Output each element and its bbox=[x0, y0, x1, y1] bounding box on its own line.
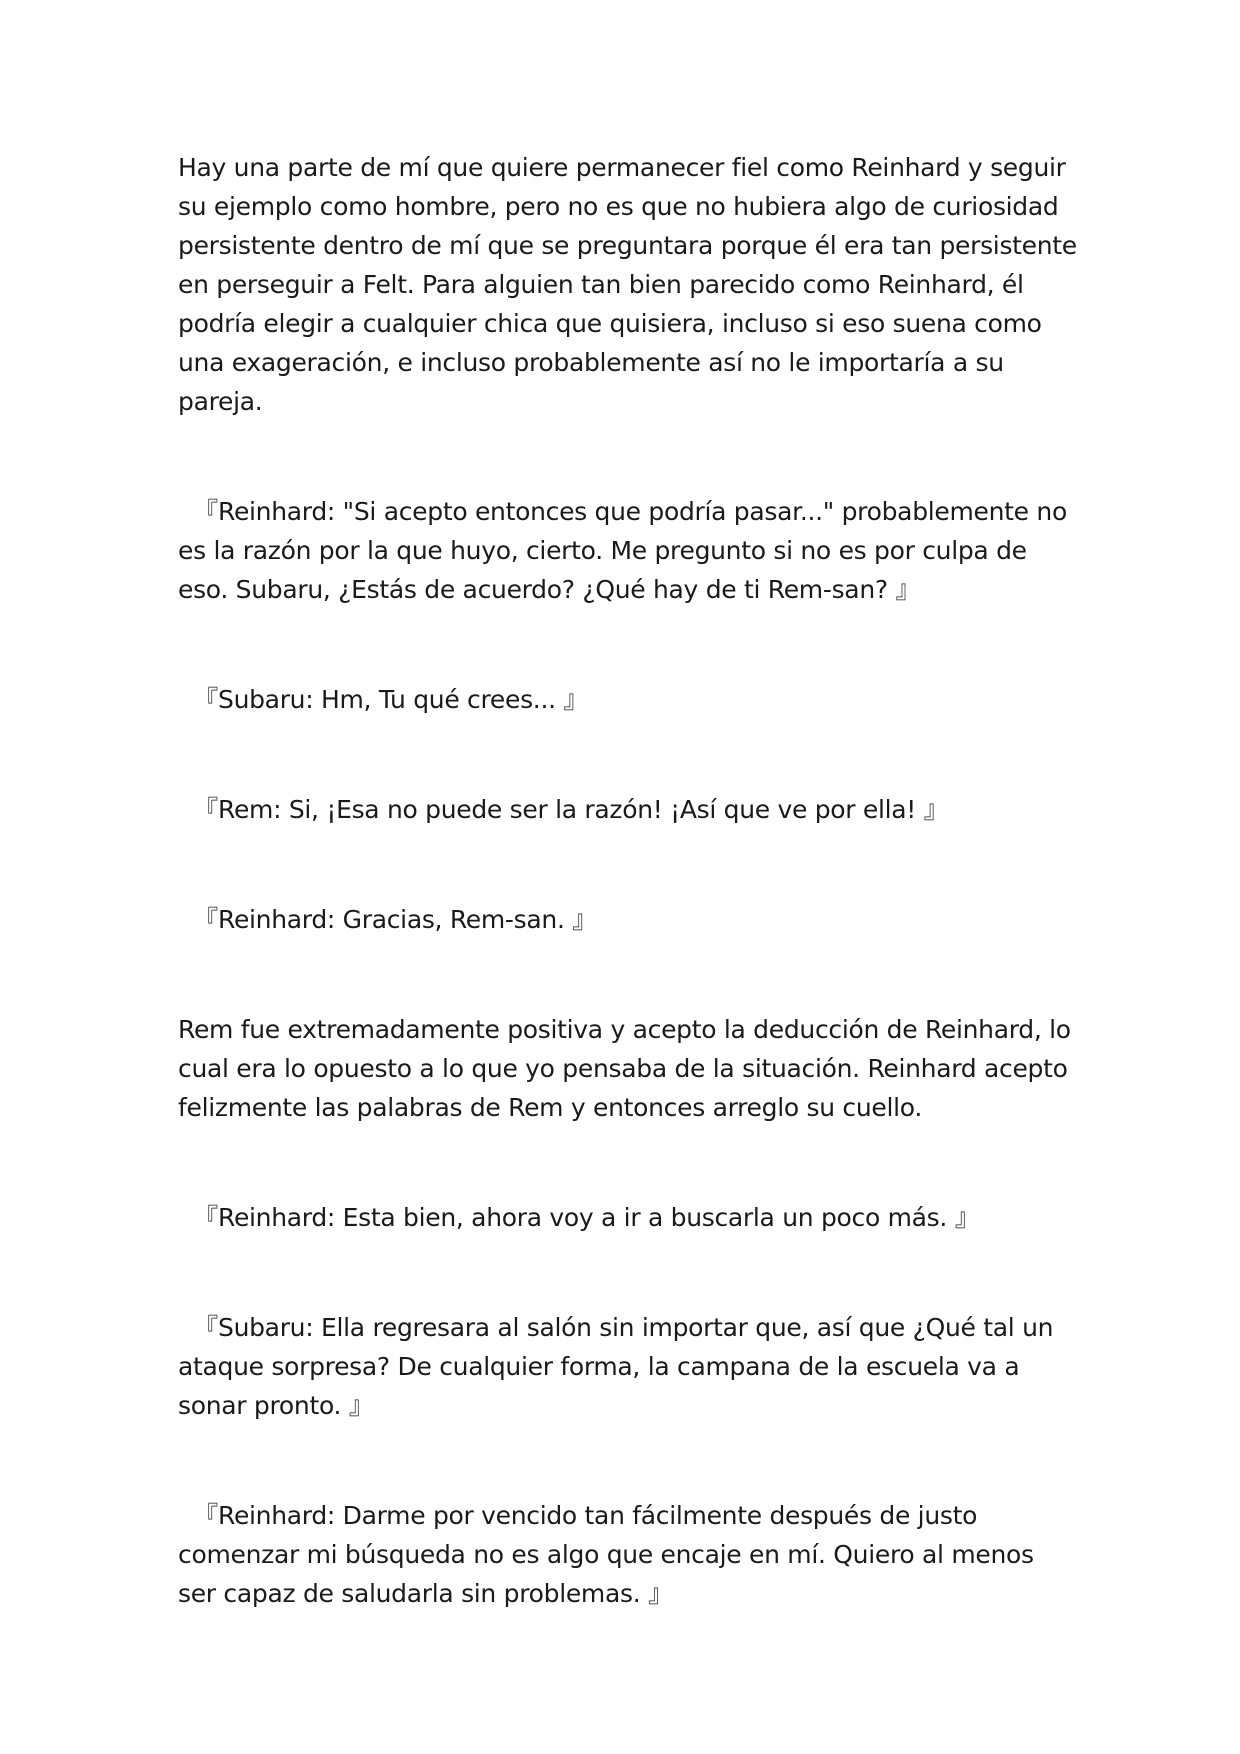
narration-paragraph: Hay una parte de mí que quiere permanecer fiel como Reinhard y seguir su ejemplo como hombre, pero no es que no hubiera algo de curiosidad persistente dentro de mí que se preguntara porque él era tan persistente en perseguir a Felt. Para alguien tan bien parecido como Reinhard, él podría elegir a cualquier chica que quisiera, incluso si eso suena como una exageración, e incluso probablemente así no le importaría a su pareja. bbox=[178, 153, 1077, 416]
dialogue-reinhard: 『Reinhard: "Si acepto entonces que podría pasar..." probablemente no es la razón por la que huyo, cierto. Me pregunto si no es por culpa de eso. Subaru, ¿Estás de acuerdo? ¿Qué hay de ti Rem-san? 』 bbox=[178, 497, 1067, 604]
document-body bbox=[178, 148, 1078, 1613]
dialogue-rem: 『Rem: Si, ¡Esa no puede ser la razón! ¡Así que ve por ella! 』 bbox=[178, 795, 949, 824]
dialogue-reinhard: 『Reinhard: Esta bien, ahora voy a ir a buscarla un poco más. 』 bbox=[178, 1203, 980, 1232]
dialogue-reinhard: 『Reinhard: Darme por vencido tan fácilmente después de justo comenzar mi búsqueda no es algo que encaje en mí. Quiero al menos ser capaz de saludarla sin problemas. 』 bbox=[178, 1501, 1034, 1608]
dialogue-reinhard: 『Reinhard: Gracias, Rem-san. 』 bbox=[178, 905, 597, 934]
narration-paragraph: Rem fue extremadamente positiva y acepto la deducción de Reinhard, lo cual era lo opuesto a lo que yo pensaba de la situación. Reinhard acepto felizmente las palabras de Rem y entonces arreglo su cuello. bbox=[178, 1015, 1071, 1122]
dialogue-subaru: 『Subaru: Ella regresara al salón sin importar que, así que ¿Qué tal un ataque sorpresa? De cualquier forma, la campana de la escuela va a sonar pronto. 』 bbox=[178, 1313, 1054, 1420]
dialogue-subaru: 『Subaru: Hm, Tu qué crees... 』 bbox=[178, 685, 589, 714]
